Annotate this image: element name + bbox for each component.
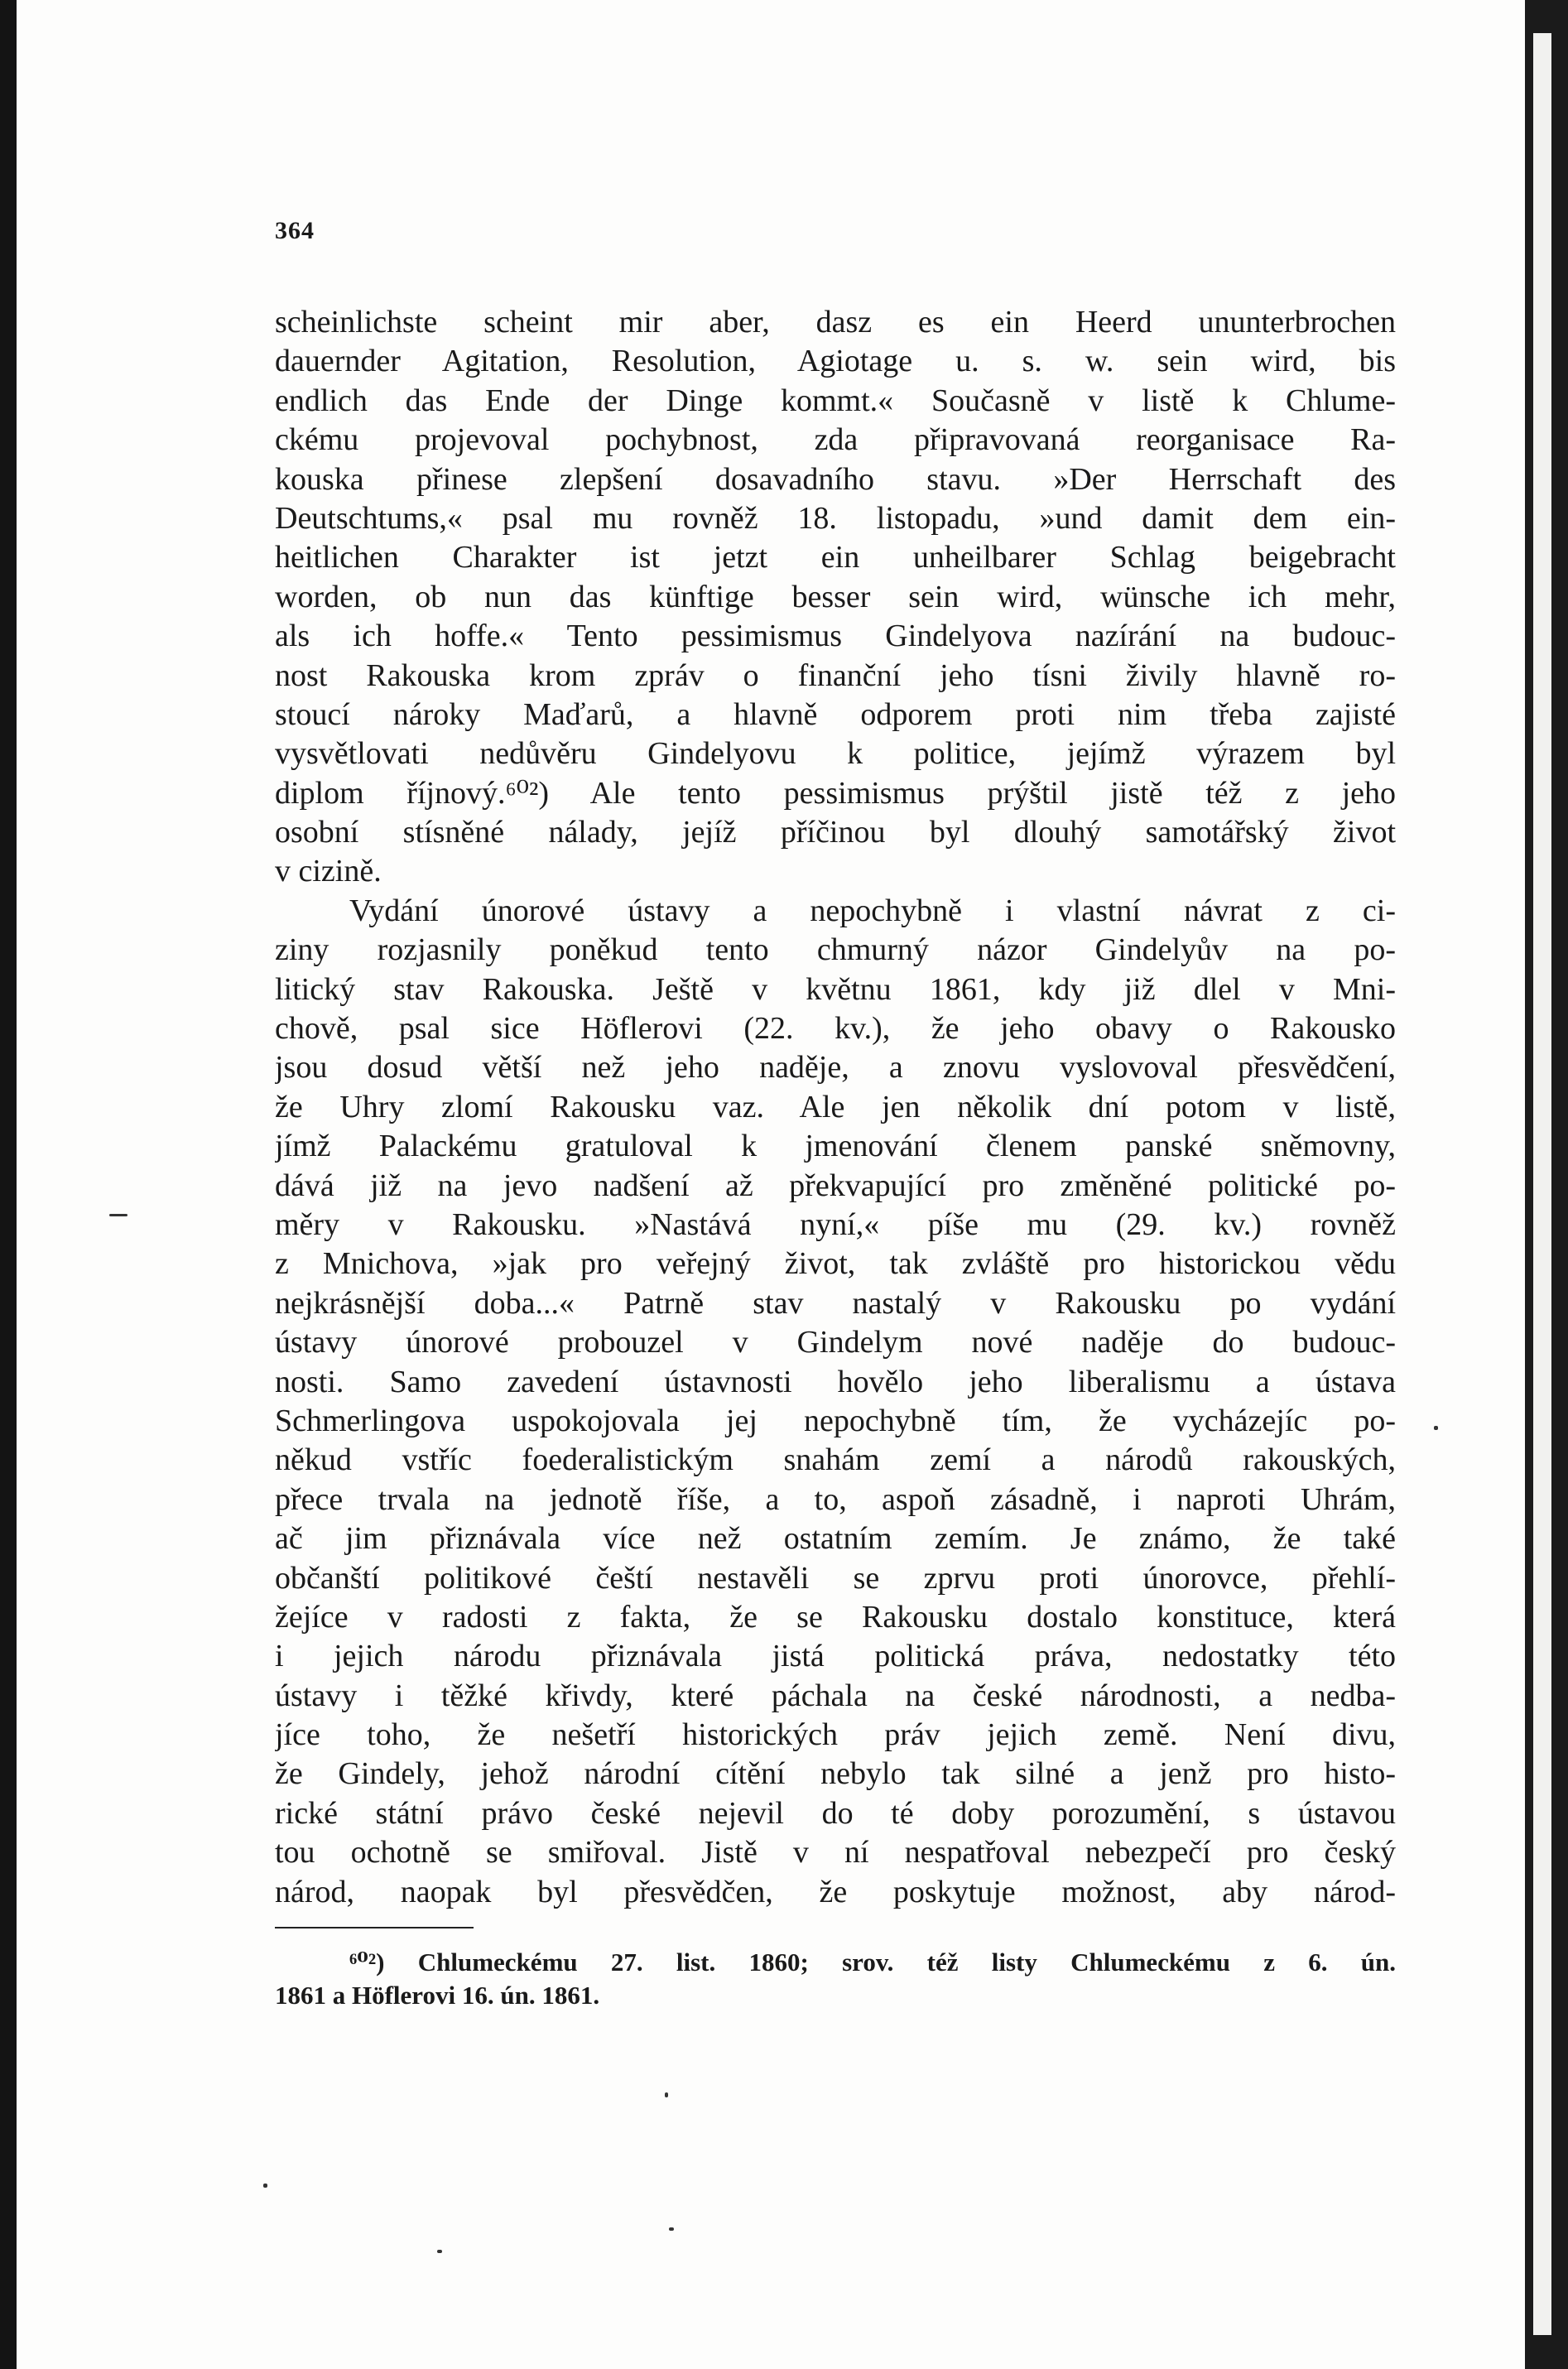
paragraph-end-line: v cizině. [275,854,382,889]
text-line: občanští politikové čeští nestavěli se zprvu proti únorovce, přehlí- [275,1560,1396,1596]
text-line: Schmerlingova uspokojovala jej nepochybně tím, že vycházejíc po- [275,1403,1396,1438]
text-line: rické státní právo české nejevil do té doby porozumění, s ústavou [275,1795,1396,1831]
text-line: tou ochotně se smiřoval. Jistě v ní nespatřoval nebezpečí pro český [275,1835,1396,1871]
text-line: Deutschtums,« psal mu rovněž 18. listopadu, »und damit dem ein- [275,500,1396,536]
text-line: endlich das Ende der Dinge kommt.« Současně v listě k Chlume- [275,383,1396,418]
text-line: přece trvala na jednotě říše, a to, aspoň zásadně, i naproti Uhrám, [275,1481,1396,1517]
footnote-separator [275,1927,474,1928]
text-line: jíce toho, že nešetří historických práv jejich země. Není divu, [275,1717,1396,1753]
text-line: nejkrásnější doba...« Patrně stav nastalý v Rakousku po vydání [275,1285,1396,1321]
text-line: chově, psal sice Höflerovi (22. kv.), že jeho obavy o Rakousko [275,1011,1396,1047]
text-line: dauernder Agitation, Resolution, Agiotage u. s. w. sein wird, bis [275,344,1396,379]
text-line: že Uhry zlomí Rakousku vaz. Ale jen několik dní potom v listě, [275,1089,1396,1124]
text-line: ač jim přiznávala více než ostatním zemím. Je známo, že také [275,1521,1396,1557]
text-line: stoucí nároky Maďarů, a hlavně odporem proti nim třeba zajisté [275,696,1396,732]
scan-speck [669,2227,674,2231]
text-line: nost Rakouska krom zpráv o finanční jeho tísni živily hlavně ro- [275,657,1396,693]
text-line: i jejich národu přiznávala jistá politická práva, nedostatky této [275,1639,1396,1674]
text-line: jsou dosud větší než jeho naděje, a znovu vyslovoval přesvědčení, [275,1050,1396,1086]
scan-speck [263,2184,267,2188]
text-line: scheinlichste scheint mir aber, dasz es ein Heerd ununterbrochen [275,305,1396,339]
text-line: worden, ob nun das künftige besser sein wird, wünsche ich mehr, [275,579,1396,614]
scan-speck [665,2092,668,2097]
page-number: 364 [275,217,315,244]
text-line: vysvětlovati nedůvěru Gindelyovu k politice, jejímž výrazem byl [275,736,1396,772]
text-line: jímž Palackému gratuloval k jmenování členem panské sněmovny, [275,1129,1396,1164]
text-line: dává již na jevo nadšení až překvapující pro změněné politické po- [275,1168,1396,1203]
text-line: ckému projevoval pochybnost, zda připravovaná reorganisace Ra- [275,422,1396,458]
text-line: z Mnichova, »jak pro veřejný život, tak zvláště pro historickou vědu [275,1246,1396,1282]
text-line: ústavy i těžké křivdy, které páchala na české národnosti, a nedba- [275,1678,1396,1713]
text-line: že Gindely, jehož národní cítění nebylo tak silné a jenž pro histo- [275,1756,1396,1792]
text-line: ziny rozjasnily poněkud tento chmurný názor Gindelyův na po- [275,932,1396,968]
text-line: heitlichen Charakter ist jetzt ein unheilbarer Schlag beigebracht [275,540,1396,575]
footnote [275,1946,1396,2012]
adjacent-page-sliver [1533,33,1551,2335]
scan-speck [437,2250,442,2253]
footnote-line: 1861 a Höflerovi 16. ún. 1861. [275,1981,600,2010]
text-line: osobní stísněné nálady, jejíž příčinou byl dlouhý samotářský život [275,815,1396,850]
text-line: někud vstříc foederalistickým snahám zemí a národů rakouských, [275,1442,1396,1478]
text-line: národ, naopak byl přesvědčen, že poskytuje možnost, aby národ- [275,1874,1396,1909]
margin-mark [109,1214,127,1216]
text-line: kouska přinese zlepšení dosavadního stavu. »Der Herrschaft des [275,461,1396,497]
text-line: als ich hoffe.« Tento pessimismus Gindelyova nazírání na budouc- [275,619,1396,654]
text-line: nosti. Samo zavedení ústavnosti hovělo jeho liberalismu a ústava [275,1364,1396,1399]
paragraph-start-line: Vydání únorové ústavy a nepochybně i vlastní návrat z ci- [349,893,1396,928]
text-line: diplom říjnový.⁶⁰²) Ale tento pessimismus prýštil jistě též z jeho [275,775,1396,811]
text-line: litický stav Rakouska. Ještě v květnu 1861, kdy již dlel v Mni- [275,971,1396,1007]
adjacent-page-edge [1525,0,1568,2369]
text-line: žejíce v radosti z fakta, že se Rakousku dostalo konstituce, která [275,1599,1396,1635]
scan-speck [1434,1426,1438,1430]
text-line: měry v Rakousku. »Nastává nyní,« píše mu (29. kv.) rovněž [275,1206,1396,1242]
text-line: ústavy únorové probouzel v Gindelym nové naděje do budouc- [275,1325,1396,1360]
footnote-line: ⁶⁰²) Chlumeckému 27. list. 1860; srov. též listy Chlumeckému z 6. ún. [349,1948,1396,1977]
body-text [275,303,1396,1912]
